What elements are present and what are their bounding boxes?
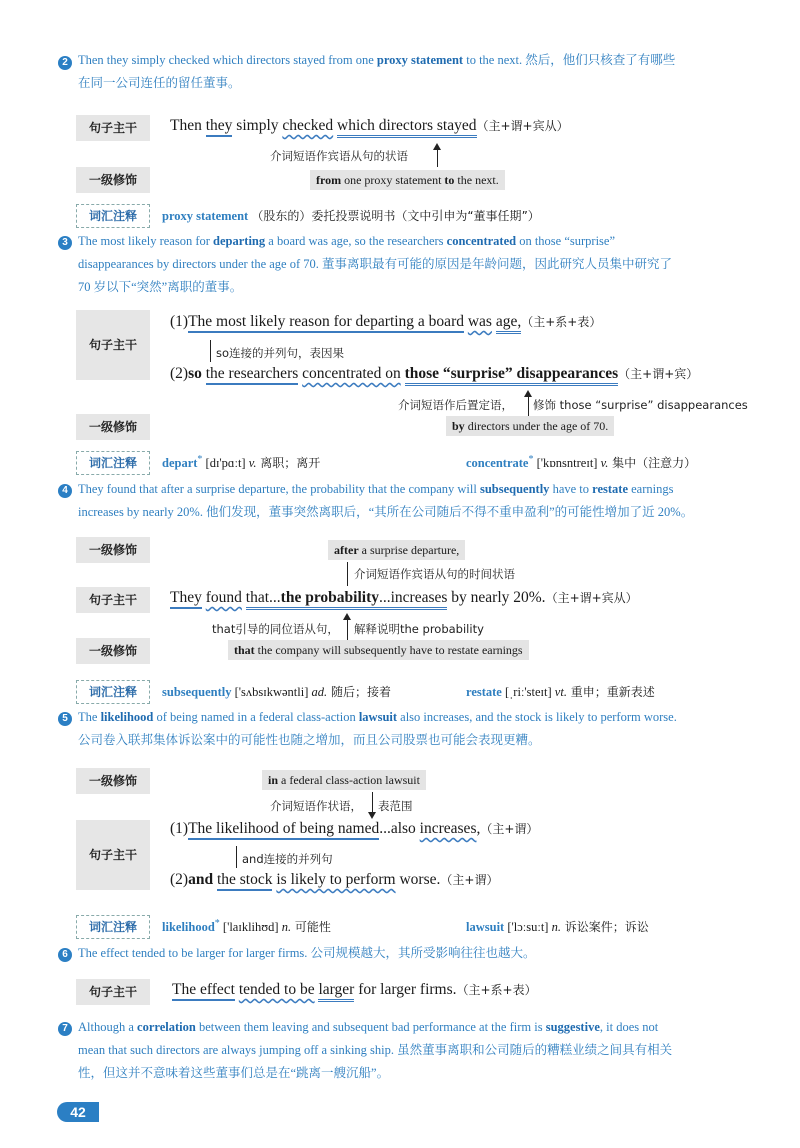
conjunction-line [210, 340, 211, 362]
main-clause-label: 句子主干 [76, 587, 150, 613]
vocab-entry: lawsuit ['lɔːsuːt] n. 诉讼案件；诉讼 [466, 920, 649, 934]
main-clause-sentence: The effect tended to be larger for larger firms.（主+系+表） [172, 981, 537, 999]
modifier-label: 一级修饰 [76, 537, 150, 563]
sentence-number-badge: 5 [58, 712, 72, 726]
annotation-text: 解释说明the probability [354, 622, 484, 636]
vocab-entry: likelihood* ['laɪklihʊd] n. 可能性 [162, 918, 331, 935]
modifier-phrase: in a federal class-action lawsuit [262, 770, 426, 790]
main-clause-sentence: They found that...the probability...increases by nearly 20%.（主+谓+宾从） [170, 589, 638, 607]
modifier-label: 一级修饰 [76, 638, 150, 664]
sentence-number-badge: 6 [58, 948, 72, 962]
annotation-text: 介词短语作宾语从句的状语 [270, 149, 408, 163]
modifier-label: 一级修饰 [76, 414, 150, 440]
conjunction-line [236, 846, 237, 868]
modifier-phrase: after a surprise departure, [328, 540, 465, 560]
sentence-2-text: Then they simply checked which directors stayed from one proxy statement to the next. 然后，他们只核查了有哪些 在同一公司连任的留任董事。 [78, 53, 676, 90]
modifier-label: 一级修饰 [76, 768, 150, 794]
conjunction-annotation: and连接的并列句 [242, 852, 333, 866]
vocab-entry: subsequently ['sʌbsɪkwəntli] ad. 随后；接着 [162, 685, 391, 699]
vocab-label: 词汇注释 [76, 680, 150, 704]
main-clause-line-1: (1)The likelihood of being named...also increases,（主+谓） [170, 820, 538, 838]
annotation-text: 表范围 [378, 799, 413, 813]
modifier-phrase: from one proxy statement to the next. [310, 170, 505, 190]
sentence-number-badge: 4 [58, 484, 72, 498]
conjunction-annotation: so连接的并列句，表因果 [216, 346, 345, 360]
main-clause-sentence: Then they simply checked which directors stayed（主+谓+宾从） [170, 117, 569, 135]
sentence-5-text: The likelihood of being named in a federal class-action lawsuit also increases, and the stock is likely to perform worse. 公司卷入联邦集体诉讼案中的可能性也随之增加，而且公司股票也可能会表现更糟。 [78, 710, 677, 747]
vocab-label: 词汇注释 [76, 915, 150, 939]
main-clause-label: 句子主干 [76, 979, 150, 1005]
vocab-label: 词汇注释 [76, 451, 150, 475]
sentence-4-text: They found that after a surprise departure, the probability that the company will subsequently have to restate earnings increases by nearly 20%. 他们发现，董事突然离职后，“其所在公司随后不得不重申盈利”的可能性增加了近 20%。 [78, 482, 694, 519]
annotation-text: that引导的同位语从句， [212, 622, 339, 636]
vocab-entry: depart* [dɪ'pɑːt] v. 离职；离开 [162, 454, 321, 471]
down-arrow-icon [368, 812, 376, 819]
annotation-line [347, 562, 348, 586]
main-clause-line-1: (1)The most likely reason for departing a board was age,（主+系+表） [170, 313, 601, 331]
modifier-phrase: by directors under the age of 70. [446, 416, 614, 436]
modifier-label: 一级修饰 [76, 167, 150, 193]
vocab-label: 词汇注释 [76, 204, 150, 228]
sentence-number-badge: 7 [58, 1022, 72, 1036]
main-clause-label: 句子主干 [76, 820, 150, 890]
sentence-number-badge: 2 [58, 56, 72, 70]
main-clause-line-2: (2)and the stock is likely to perform worse.（主+谓） [170, 871, 498, 889]
annotation-text: 介词短语作后置定语， [398, 398, 513, 412]
up-arrow-icon [433, 143, 441, 150]
vocab-entry: concentrate* ['kɒnsntreɪt] v. 集中（注意力） [466, 454, 697, 471]
sentence-3-text: The most likely reason for departing a board was age, so the researchers concentrated on those “surprise” disappearances by directors under the age of 70. 董事离职最有可能的原因是年龄问题，因此研究人员集中研究了 70 岁以下“突然”离职的董事。 [78, 234, 673, 294]
sentence-7-text: Although a correlation between them leaving and subsequent bad performance at the firm is suggestive, it does not mean that such directors are always jumping off a sinking ship. 虽然董事离职和公司随后的糟糕业绩之间具有相关 性，但这并不意味着这些董事们总是在“跳离一艘沉船”。 [78, 1020, 673, 1080]
main-clause-label: 句子主干 [76, 115, 150, 141]
vocab-entry: restate [ˌriː'steɪt] vt. 重申；重新表述 [466, 685, 655, 699]
annotation-text: 修饰 those “surprise” disappearances [533, 398, 748, 412]
up-arrow-icon [343, 613, 351, 620]
annotation-text: 介词短语作宾语从句的时间状语 [354, 567, 515, 581]
main-clause-line-2: (2)so the researchers concentrated on those “surprise” disappearances（主+谓+宾） [170, 365, 698, 383]
annotation-text: 介词短语作状语， [270, 799, 362, 813]
sentence-6-text: The effect tended to be larger for larger firms. 公司规模越大，其所受影响往往也越大。 [78, 946, 536, 960]
main-clause-label: 句子主干 [76, 310, 150, 380]
vocab-entry: proxy statement （股东的）委托投票说明书（文中引申为“董事任期”） [162, 209, 540, 223]
modifier-phrase: that the company will subsequently have to restate earnings [228, 640, 529, 660]
page-number: 42 [57, 1102, 99, 1122]
sentence-number-badge: 3 [58, 236, 72, 250]
up-arrow-icon [524, 390, 532, 397]
